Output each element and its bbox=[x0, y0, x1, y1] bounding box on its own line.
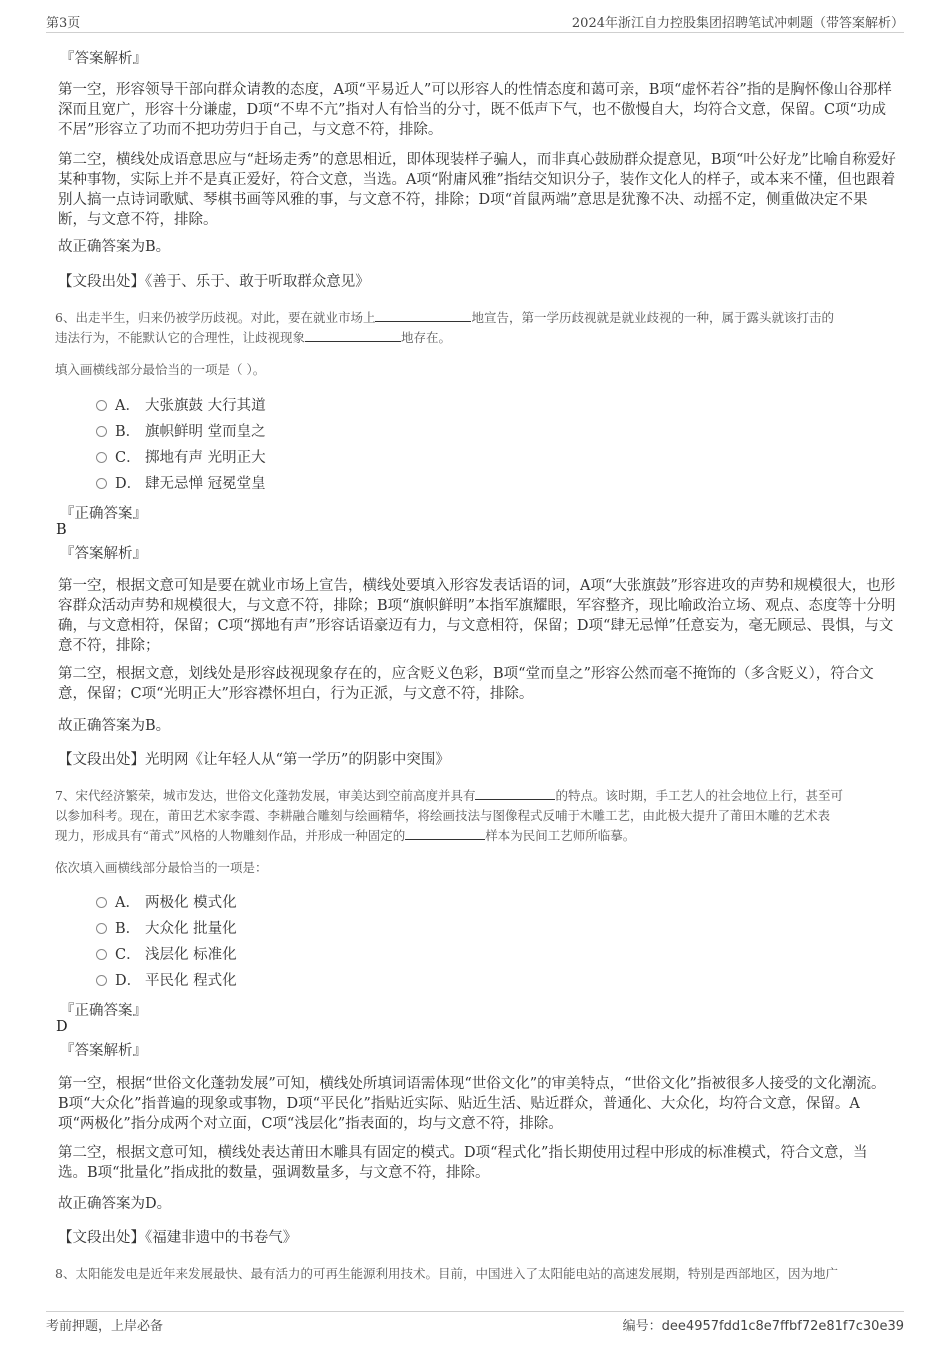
fill-blank bbox=[475, 787, 555, 800]
analysis-label: 『答案解析』 bbox=[60, 1043, 147, 1059]
conclusion-text: 故正确答案为B。 bbox=[58, 718, 171, 734]
option-c[interactable] bbox=[96, 945, 237, 965]
question-stem bbox=[55, 308, 900, 348]
radio-icon[interactable] bbox=[96, 897, 107, 908]
analysis-paragraph: 第一空，根据“世俗文化蓬勃发展”可知，横线处所填词语需体现“世俗文化”的审美特点，“世俗文化”指被很多人接受的文化潮流。B项“大众化”指普遍的现象或事物，D项“平民化”指贴近实际、贴近生活、贴近群众，普通化、大众化，均符合文意，保留。A项“两极化”指分成两个对立面，C项“浅层化”指表面的，均与文意不符，排除。 bbox=[58, 1076, 886, 1132]
analysis-label: 『答案解析』 bbox=[60, 51, 147, 67]
stem-text: 现力，形成具有“莆式”风格的人物雕刻作品，并形成一种固定的 bbox=[55, 828, 406, 843]
conclusion-text: 故正确答案为B。 bbox=[58, 239, 171, 255]
option-letter: B． bbox=[115, 921, 141, 937]
option-letter: D． bbox=[115, 476, 142, 492]
question-stem bbox=[55, 786, 900, 846]
fill-blank bbox=[305, 329, 401, 342]
correct-answer-label: 『正确答案』 bbox=[60, 506, 147, 522]
option-text: 两极化 模式化 bbox=[145, 895, 237, 911]
correct-answer: D bbox=[56, 1019, 68, 1035]
analysis-label: 『答案解析』 bbox=[60, 546, 147, 562]
document-code bbox=[623, 1315, 904, 1334]
option-text: 大张旗鼓 大行其道 bbox=[145, 398, 266, 414]
option-letter: D． bbox=[115, 973, 142, 989]
footer-divider bbox=[46, 1311, 904, 1312]
option-text: 旗帜鲜明 堂而皇之 bbox=[145, 424, 266, 440]
radio-icon[interactable] bbox=[96, 452, 107, 463]
radio-icon[interactable] bbox=[96, 923, 107, 934]
option-text: 平民化 程式化 bbox=[145, 973, 237, 989]
fill-blank bbox=[405, 827, 485, 840]
option-c[interactable] bbox=[96, 448, 266, 468]
option-d[interactable] bbox=[96, 474, 266, 494]
footer-slogan: 考前押题，上岸必备 bbox=[46, 1319, 164, 1334]
question-prompt: 依次填入画横线部分最恰当的一项是： bbox=[55, 860, 268, 875]
stem-text: 的特点。该时期，手工艺人的社会地位上行，甚至可 bbox=[555, 788, 843, 803]
correct-answer: B bbox=[56, 522, 67, 538]
stem-text: 7、宋代经济繁荣，城市发达，世俗文化蓬勃发展，审美达到空前高度并具有 bbox=[55, 788, 476, 803]
analysis-paragraph: 第二空，根据文意，划线处是形容歧视现象存在的，应含贬义色彩，B项“堂而皇之”形容公然而毫不掩饰的（多含贬义），符合文意，保留；C项“光明正大”形容襟怀坦白，行为正派，与文意不符，排除。 bbox=[58, 666, 874, 702]
analysis-paragraph: 第二空，横线处成语意思应与“赶场走秀”的意思相近，即体现装样子骗人，而非真心鼓励群众提意见，B项“叶公好龙”比喻自称爱好某种事物，实际上并不是真正爱好，符合文意，当选。A项“附庸风雅”指结交知识分子，装作文化人的样子，或本来不懂，但也跟着别人搞一点诗词歌赋、琴棋书画等风雅的事，与文意不符，排除；D项“首鼠两端”意思是犹豫不决、动摇不定，侧重做决定不果断，与文意不符，排除。 bbox=[58, 152, 896, 228]
correct-answer-label: 『正确答案』 bbox=[60, 1003, 147, 1019]
radio-icon[interactable] bbox=[96, 478, 107, 489]
option-letter: B． bbox=[115, 424, 141, 440]
question-prompt: 填入画横线部分最恰当的一项是（ ）。 bbox=[55, 362, 266, 377]
source-citation: 【文段出处】《福建非遗中的书卷气》 bbox=[58, 1230, 298, 1246]
source-citation: 【文段出处】《善于、乐于、敢于听取群众意见》 bbox=[58, 274, 370, 290]
stem-text: 地宣告，第一学历歧视就是就业歧视的一种，属于露头就该打击的 bbox=[471, 310, 834, 325]
document-code-value: dee4957fdd1c8e7ffbf72e81f7c30e39 bbox=[661, 1319, 904, 1334]
stem-text: 以参加科考。现在，莆田艺术家李霞、李耕融合雕刻与绘画精华，将绘画技法与图像程式反哺于木雕工艺，由此极大提升了莆田木雕的艺术表 bbox=[55, 808, 831, 823]
stem-text: 样本为民间工艺师所临摹。 bbox=[485, 828, 636, 843]
option-text: 浅层化 标准化 bbox=[145, 947, 237, 963]
analysis-paragraph: 第一空，形容领导干部向群众请教的态度，A项“平易近人”可以形容人的性情态度和蔼可亲，B项“虚怀若谷”指的是胸怀像山谷那样深而且宽广，形容十分谦虚，D项“不卑不亢”指对人有恰当的分寸，既不低声下气，也不傲慢自大，均符合文意，保留。C项“功成不居”形容立了功而不把功劳归于自己，与文意不符，排除。 bbox=[58, 82, 892, 138]
conclusion-text: 故正确答案为D。 bbox=[58, 1196, 172, 1212]
option-letter: A． bbox=[115, 398, 140, 414]
document-title: 2024年浙江自力控股集团招聘笔试冲刺题（带答案解析） bbox=[571, 16, 904, 31]
radio-icon[interactable] bbox=[96, 975, 107, 986]
analysis-paragraph: 第二空，根据文意可知，横线处表达莆田木雕具有固定的模式。D项“程式化”指长期使用过程中形成的标准模式，符合文意，当选。B项“批量化”指成批的数量，强调数量多，与文意不符，排除。 bbox=[58, 1145, 868, 1181]
document-code-label: 编号： bbox=[622, 1319, 662, 1334]
stem-text: 地存在。 bbox=[401, 330, 452, 345]
fill-blank bbox=[375, 309, 471, 322]
header-divider bbox=[46, 32, 904, 33]
radio-icon[interactable] bbox=[96, 400, 107, 411]
radio-icon[interactable] bbox=[96, 949, 107, 960]
source-citation: 【文段出处】光明网《让年轻人从“第一学历”的阴影中突围》 bbox=[58, 752, 450, 768]
option-letter: C． bbox=[115, 450, 141, 466]
option-text: 肆无忌惮 冠冕堂皇 bbox=[145, 476, 266, 492]
analysis-paragraph: 第一空，根据文意可知是要在就业市场上宣告，横线处要填入形容发表话语的词，A项“大张旗鼓”形容进攻的声势和规模很大，也形容群众活动声势和规模很大，与文意不符，排除；B项“旗帜鲜明”本指军旗耀眼，军容整齐，现比喻政治立场、观点、态度等十分明确，与文意相符，保留；C项“掷地有声”形容话语豪迈有力，与文意相符，保留；D项“肆无忌惮”任意妄为，毫无顾忌、畏惧，与文意不符，排除； bbox=[58, 578, 896, 654]
option-letter: C． bbox=[115, 947, 141, 963]
option-b[interactable] bbox=[96, 919, 237, 939]
question-stem: 8、太阳能发电是近年来发展最快、最有活力的可再生能源利用技术。目前，中国进入了太阳能电站的高速发展期，特别是西部地区，因为地广 bbox=[55, 1266, 838, 1281]
option-a[interactable] bbox=[96, 893, 237, 913]
option-text: 掷地有声 光明正大 bbox=[145, 450, 266, 466]
option-text: 大众化 批量化 bbox=[145, 921, 237, 937]
stem-text: 违法行为，不能默认它的合理性，让歧视现象 bbox=[55, 330, 306, 345]
option-a[interactable] bbox=[96, 396, 266, 416]
option-b[interactable] bbox=[96, 422, 266, 442]
radio-icon[interactable] bbox=[96, 426, 107, 437]
stem-text: 6、出走半生，归来仍被学历歧视。对此，要在就业市场上 bbox=[55, 310, 376, 325]
option-d[interactable] bbox=[96, 971, 237, 991]
option-letter: A． bbox=[115, 895, 140, 911]
page-number: 第3页 bbox=[46, 16, 81, 31]
